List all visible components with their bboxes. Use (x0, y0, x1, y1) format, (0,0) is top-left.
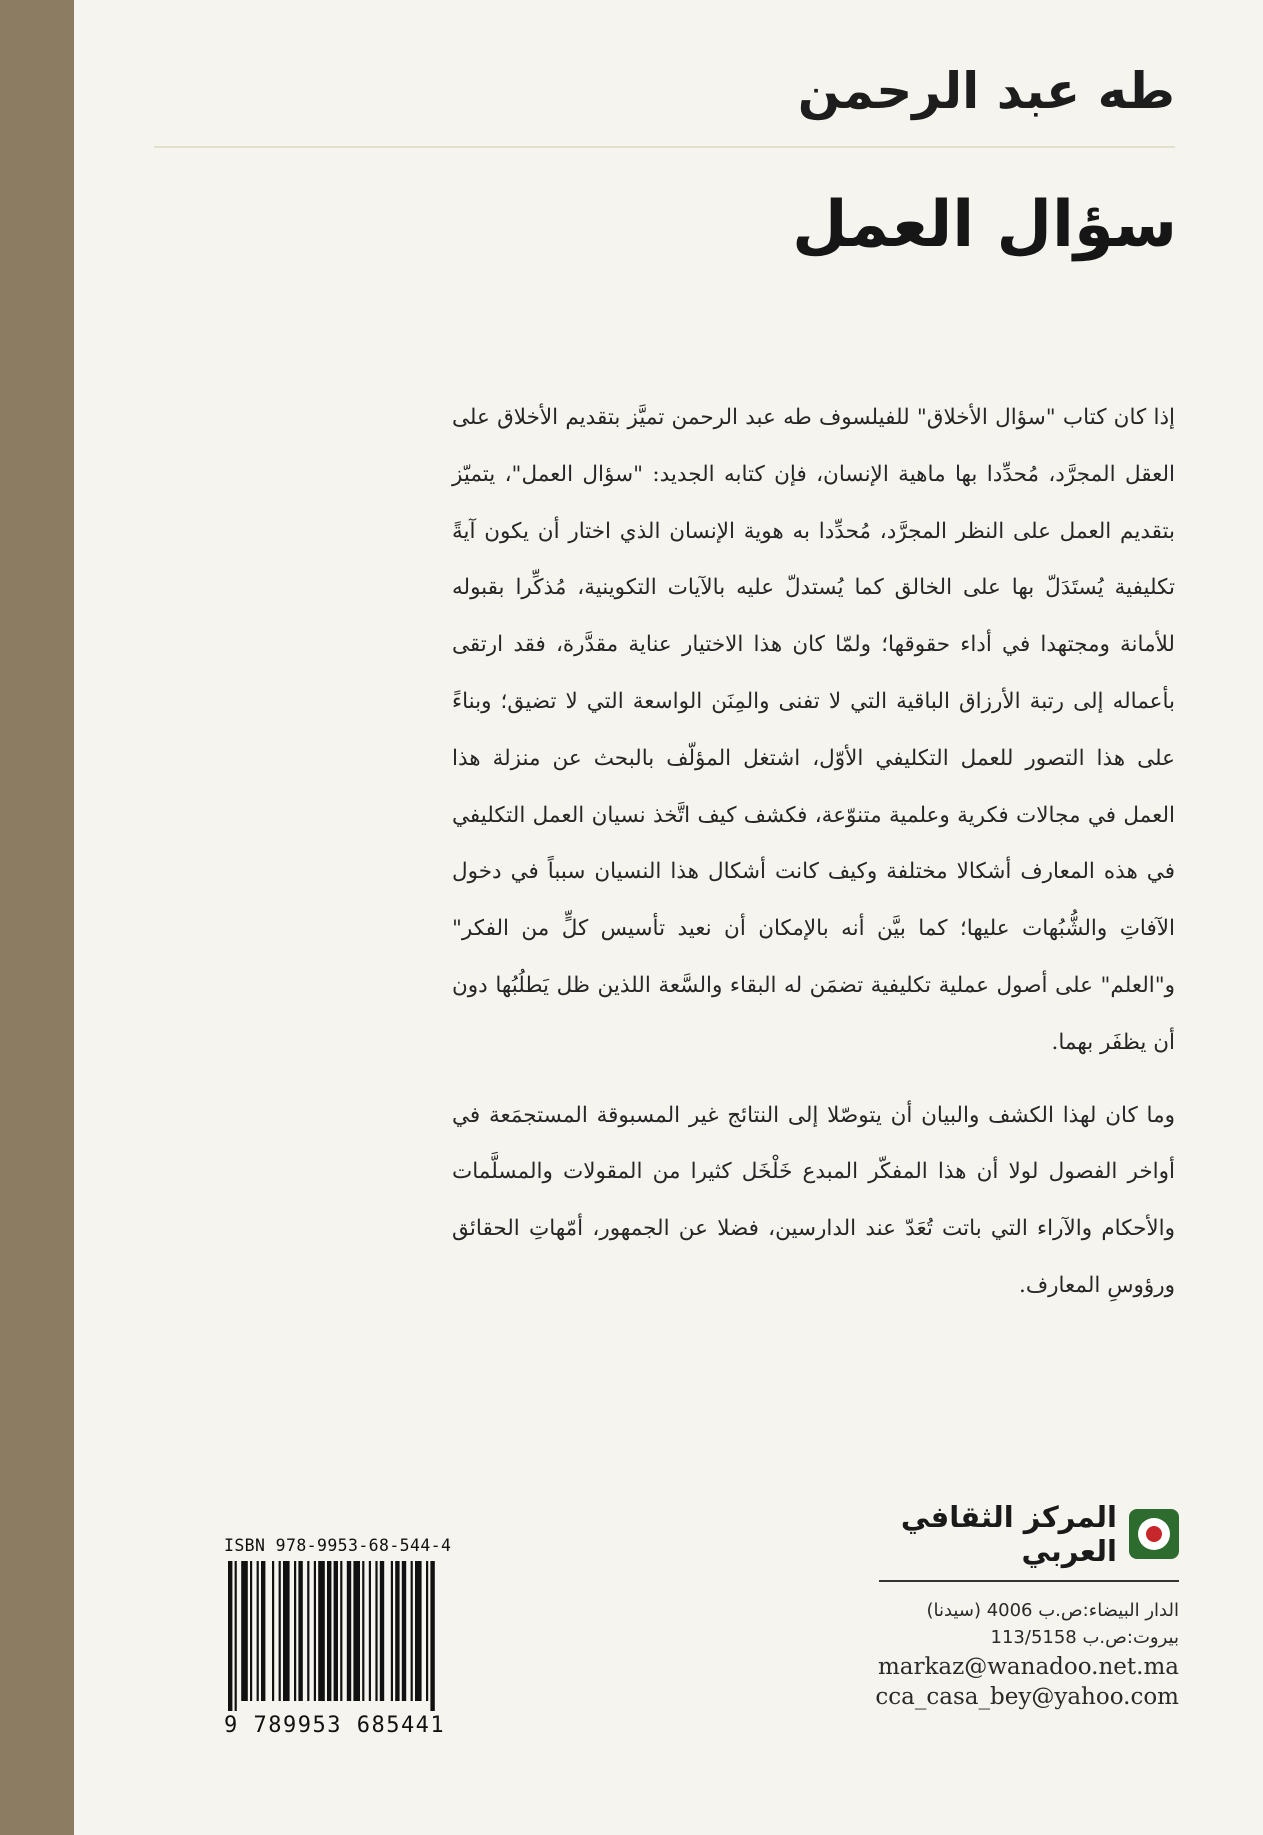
publisher-address-casablanca: الدار البيضاء:ص.ب 4006 (سيدنا) (926, 1600, 1179, 1621)
publisher-address-beirut: بيروت:ص.ب 113/5158 (990, 1627, 1179, 1648)
publisher-header (819, 1500, 1179, 1568)
book-spine (0, 0, 74, 1835)
publisher-name: المركز الثقافي العربي (900, 1500, 1117, 1568)
publisher-email-2: cca_casa_bey@yahoo.com (875, 1684, 1179, 1710)
barcode-digits: 9 789953 685441 (224, 1713, 446, 1738)
back-cover-blurb (452, 390, 1175, 1315)
barcode-icon (224, 1561, 508, 1711)
publisher-divider (879, 1580, 1179, 1582)
publisher-email-1: markaz@wanadoo.net.ma (877, 1654, 1179, 1680)
author-name: طه عبد الرحمن (797, 62, 1175, 120)
blurb-paragraph: إذا كان كتاب "سؤال الأخلاق" للفيلسوف طه عبد الرحمن تميَّز بتقديم الأخلاق على العقل المجرَّد، مُحدِّدا بها ماهية الإنسان، فإن كتابه الجديد: "سؤال العمل"، يتميّز بتقديم العمل على النظر المجرَّد، مُحدِّدا به هوية الإنسان الذي اختار أن يكون آيةً تكليفية يُستَدَلّ بها على الخالق كما يُستدلّ عليه بالآيات التكوينية، مُذكِّرا بقبوله للأمانة ومجتهدا في أداء حقوقها؛ ولمّا كان هذا الاختيار عناية مقدَّرة، فقد ارتقى بأعماله إلى رتبة الأرزاق الباقية التي لا تفنى والمِنَن الواسعة التي لا تضيق؛ وبناءً على هذا التصور للعمل التكليفي الأوّل، اشتغل المؤلّف بالبحث عن منزلة هذا العمل في مجالات فكرية وعلمية متنوّعة، فكشف كيف اتَّخذ نسيان العمل التكليفي في هذه المعارف أشكالا مختلفة وكيف كانت أشكال هذا النسيان سبباً في دخول الآفاتِ والشُّبُهات عليها؛ كما بيَّن أنه بالإمكان أن نعيد تأسيس كلٍّ من الفكر" و"العلم" على أصول عملية تكليفية تضمَن له البقاء والسَّعة اللذين ظل يَطلُبُها دون أن يظفَر بهما. (452, 405, 1175, 1055)
blurb-paragraph: وما كان لهذا الكشف والبيان أن يتوصّلا إلى النتائج غير المسبوقة المستجمَعة في أواخر الفصول لولا أن هذا المفكّر المبدع خَلْخَل كثيرا من المقولات والمسلَّمات والأحكام والآراء التي باتت تُعَدّ عند الدارسين، فضلا عن الجمهور، أمّهاتِ الحقائق ورؤوسِ المعارف. (452, 1102, 1175, 1298)
isbn-label: ISBN 978-9953-68-544-4 (224, 1536, 452, 1555)
publisher-logo-icon (1129, 1509, 1179, 1559)
header-divider (154, 146, 1175, 148)
publisher-info (819, 1500, 1179, 1714)
isbn-barcode-block (224, 1536, 508, 1738)
book-title: سؤال العمل (792, 188, 1177, 262)
